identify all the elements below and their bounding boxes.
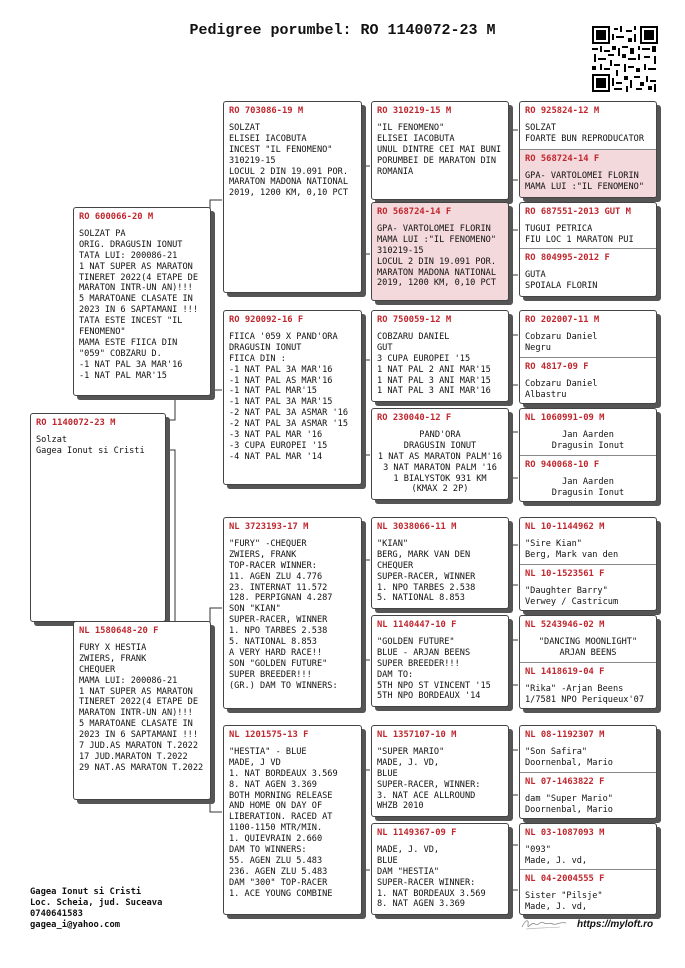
- ring-number: NL 1060991-09 M: [525, 413, 605, 423]
- entry-details: GPA- VARTOLOMEI FLORIN MAMA LUI :"IL FENOMENO": [525, 170, 644, 192]
- ring-number: NL 3038066-11 M: [377, 522, 457, 532]
- ring-number: RO 940068-10 F: [525, 460, 600, 470]
- entry-details: Sister "Pilsje" Made, J. vd,: [525, 890, 603, 912]
- entry-details: SOLZAT ELISEI IACOBUTA INCEST "IL FENOMENO" 310219-15 LOCUL 2 DIN 19.091 POR. MARATON MADONA NATIONAL 2019, 1200 KM, 0,10 PCT: [229, 122, 348, 199]
- ring-number: RO 4817-09 F: [525, 362, 589, 372]
- ring-number: NL 1140447-10 F: [377, 620, 457, 630]
- pedigree-entry: [74, 622, 210, 799]
- entry-details: MADE, J. VD, BLUE DAM "HESTIA" SUPER-RACER WINNER: 1. NAT BORDEAUX 3.569 8. NAT AGEN 3.369: [377, 844, 486, 910]
- pedigree-entry: [520, 616, 656, 662]
- pedigree-entry: [372, 726, 508, 816]
- ring-number: NL 5243946-02 M: [525, 620, 605, 630]
- owner-contact: Gagea Ionut si Cristi Loc. Scheia, jud. Suceava 0740641583 gagea_i@yahoo.com: [30, 887, 163, 930]
- ring-number: RO 1140072-23 M: [36, 418, 116, 428]
- grandparent-card[interactable]: [223, 725, 362, 915]
- great-grandparent-card[interactable]: [371, 517, 509, 609]
- gen4-card[interactable]: [519, 101, 657, 198]
- pedigree-entry: [520, 518, 656, 564]
- ring-number: RO 230040-12 F: [377, 413, 452, 423]
- pedigree-entry: [520, 772, 656, 818]
- entry-details: "HESTIA" - BLUE MADE, J VD 1. NAT BORDEAUX 3.569 8. NAT AGEN 3.369 BOTH MORNING RELEASE AND HOME ON DAY OF LIBERATION. RACED AT 1100-1150 MTR/MIN. 1. QUIEVRAIN 2.660 DAM TO WINNERS: 55. AGEN ZLU 5.483 236. AGEN ZLU 5.483 DAM "300" TOP-RACER 1. ACE YOUNG COMBINE: [229, 746, 338, 899]
- website-link[interactable]: https://myloft.ro: [577, 919, 654, 930]
- pedigree-entry: [520, 455, 656, 501]
- entry-details: COBZARU DANIEL GUT 3 CUPA EUROPEI '15 1 NAT PAL 2 ANI MAR'15 1 NAT PAL 3 ANI MAR'15 1 NAT PAL 3 ANI MAR'16: [377, 331, 491, 397]
- pedigree-entry: [520, 357, 656, 403]
- great-grandparent-card[interactable]: [371, 310, 509, 402]
- entry-details: "093" Made, J. vd,: [525, 844, 588, 866]
- great-grandparent-card[interactable]: [371, 408, 509, 500]
- great-grandparent-card[interactable]: [371, 202, 509, 301]
- gen4-card[interactable]: [519, 310, 657, 404]
- entry-details: "Sire Kian" Berg, Mark van den: [525, 538, 619, 560]
- ring-number: NL 1201575-13 F: [229, 730, 309, 740]
- dam-card[interactable]: [73, 621, 211, 800]
- entry-details-first: PAND'ORA DRAGUSIN IONUT 1 NAT AS MARATON PALM'16 3 NAT MARATON PALM '16 1 BIALYSTOK 931 KM (KMAX 2 2P): [377, 429, 503, 495]
- entry-details: "DANCING MOONLIGHT" ARJAN BEENS: [538, 636, 638, 658]
- pedigree-entry: [372, 616, 508, 706]
- ring-number: RO 600066-20 M: [79, 212, 154, 222]
- pedigree-entry: [520, 311, 656, 357]
- entry-details: Solzat Gagea Ionut si Cristi: [36, 434, 145, 456]
- entry-details: TUGUI PETRICA FIU LOC 1 MARATON PUI: [525, 223, 634, 245]
- ring-number: NL 1580648-20 F: [79, 626, 159, 636]
- grandparent-card[interactable]: [223, 101, 362, 293]
- ring-number: RO 804995-2012 F: [525, 253, 610, 263]
- entry-details: "IL FENOMENO" ELISEI IACOBUTA UNUL DINTRE CEI MAI BUNI PORUMBEI DE MARATON DIN ROMANIA: [377, 122, 502, 177]
- ring-number: RO 750059-12 M: [377, 315, 452, 325]
- entry-details: "Rika" -Arjan Beens 1/7581 NPO Periqueux'07: [525, 683, 644, 705]
- ring-number: NL 3723193-17 M: [229, 522, 309, 532]
- entry-details: Cobzaru Daniel Negru: [525, 331, 598, 353]
- ring-number: NL 10-1523561 F: [525, 569, 605, 579]
- gen4-card[interactable]: [519, 517, 657, 611]
- ring-number: RO 568724-14 F: [525, 154, 600, 164]
- pedigree-entry: [520, 564, 656, 610]
- pedigree-entry: [31, 414, 165, 621]
- entry-details: Jan Aarden Dragusin Ionut: [551, 429, 625, 451]
- great-grandparent-card[interactable]: [371, 725, 509, 817]
- pedigree-entry: [372, 311, 508, 401]
- page-title: Pedigree porumbel: RO 1140072-23 M: [189, 22, 496, 39]
- pedigree-entry: [224, 311, 361, 484]
- ring-number: NL 07-1463822 F: [525, 777, 605, 787]
- ring-number: RO 703086-19 M: [229, 106, 304, 116]
- ring-number: NL 10-1144962 M: [525, 522, 605, 532]
- entry-details: SOLZAT PA ORIG. DRAGUSIN IONUT TATA LUI: 200086-21 1 NAT SUPER AS MARATON TINERET 2022(4 ETAPE DE MARATON INTR-UN AN)!!! 5 MARATOANE CLASATE IN 2023 IN 6 SAPTAMANI !!! TATA ESTE INCEST "IL FENOMENO" MAMA ESTE FIICA DIN "059" COBZARU D. -1 NAT PAL 3A MAR'16 -1 NAT PAL MAR'15: [79, 228, 198, 381]
- grandparent-card[interactable]: [223, 310, 362, 485]
- entry-details: Cobzaru Daniel Albastru: [525, 378, 598, 400]
- entry-details: "FURY" -CHEQUER ZWIERS, FRANK TOP-RACER WINNER: 11. AGEN ZLU 4.776 23. INTERNAT 11.572 128. PERPIGNAN 4.287 SON "KIAN" SUPER-RACER, WINNER 1. NPO TARBES 2.538 5. NATIONAL 8.853 A VERY HARD RACE!! SON "GOLDEN FUTURE" SUPER BREEDER!!! (GR.) DAM TO WINNERS:: [229, 538, 338, 691]
- pedigree-entry: [372, 102, 508, 199]
- pedigree-entry: [520, 869, 656, 914]
- pedigree-entry: [520, 149, 656, 197]
- ring-number: RO 202007-11 M: [525, 315, 600, 325]
- pedigree-entry: [520, 248, 656, 296]
- entry-details: dam "Super Mario" Doornenbal, Mario: [525, 793, 613, 815]
- signature-icon: [520, 915, 568, 933]
- pedigree-entry: [224, 726, 361, 914]
- ring-number: NL 1418619-04 F: [525, 667, 605, 677]
- entry-details: "GOLDEN FUTURE" BLUE - ARJAN BEENS SUPER BREEDER!!! DAM TO: 5TH NPO ST VINCENT '15 5TH NPO BORDEAUX '14: [377, 636, 491, 702]
- sire-card[interactable]: [73, 207, 211, 396]
- ring-number: RO 687551-2013 GUT M: [525, 207, 631, 217]
- ring-number: RO 310219-15 M: [377, 106, 452, 116]
- pedigree-entry: [520, 662, 656, 708]
- pedigree-entry: [74, 208, 210, 395]
- pedigree-entry: [520, 409, 656, 455]
- ring-number: NL 04-2004555 F: [525, 874, 605, 884]
- grandparent-card[interactable]: [223, 517, 362, 709]
- pedigree-entry: [520, 726, 656, 772]
- pedigree-entry: [372, 518, 508, 608]
- entry-details: Jan Aarden Dragusin Ionut: [551, 476, 625, 498]
- pedigree-entry: [224, 102, 361, 292]
- pedigree-entry: [372, 409, 508, 499]
- pedigree-entry: [520, 203, 656, 248]
- entry-details: FIICA '059 X PAND'ORA DRAGUSIN IONUT FIICA DIN : -1 NAT PAL 3A MAR'16 -1 NAT PAL AS MAR'16 -1 NAT PAL MAR'15 -1 NAT PAL 3A MAR'15 -2 NAT PAL 3A ASMAR '16 -2 NAT PAL 3A ASMAR '15 -3 NAT PAL MAR '16 -3 CUPA EUROPEI '15 -4 NAT PAL MAR '14: [229, 331, 348, 462]
- ring-number: NL 08-1192307 M: [525, 730, 605, 740]
- pedigree-entry: [520, 824, 656, 869]
- great-grandparent-card[interactable]: [371, 615, 509, 707]
- ring-number: RO 568724-14 F: [377, 207, 452, 217]
- gen4-card[interactable]: [519, 408, 657, 502]
- entry-details: FURY X HESTIA ZWIERS, FRANK CHEQUER MAMA LUI: 200086-21 1 NAT SUPER AS MARATON TINERET 2022(4 ETAPE DE MARATON INTR-UN AN)!!! 5 MARATOANE CLASATE IN 2023 IN 6 SAPTAMANI !!! 7 JUD.AS MARATON T.2022 17 JUD.MARATON T.2022 29 NAT.AS MARATON T.2022: [79, 642, 204, 773]
- pedigree-entry: [372, 824, 508, 914]
- subject-card[interactable]: [30, 413, 166, 622]
- entry-details: GPA- VARTOLOMEI FLORIN MAMA LUI :"IL FENOMENO" 310219-15 LOCUL 2 DIN 19.091 POR. MARATON MADONA NATIONAL 2019, 1200 KM, 0,10 PCT: [377, 223, 496, 289]
- pedigree-entry: [224, 518, 361, 708]
- gen4-card[interactable]: [519, 615, 657, 709]
- ring-number: NL 03-1087093 M: [525, 828, 605, 838]
- pedigree-entry: [372, 203, 508, 300]
- gen4-card[interactable]: [519, 823, 657, 915]
- entry-details: "SUPER MARIO" MADE, J. VD, BLUE SUPER-RACER, WINNER: 3. NAT ACE ALLROUND WHZB 2010: [377, 746, 481, 812]
- pedigree-entry: [520, 102, 656, 149]
- entry-details: GUTA SPOIALA FLORIN: [525, 269, 598, 291]
- gen4-card[interactable]: [519, 725, 657, 819]
- ring-number: RO 925824-12 M: [525, 106, 600, 116]
- great-grandparent-card[interactable]: [371, 101, 509, 200]
- ring-number: NL 1357107-10 M: [377, 730, 457, 740]
- entry-details: "KIAN" BERG, MARK VAN DEN CHEQUER SUPER-RACER, WINNER 1. NPO TARBES 2.538 5. NATIONAL 8.853: [377, 538, 476, 604]
- great-grandparent-card[interactable]: [371, 823, 509, 915]
- entry-details: SOLZAT FOARTE BUN REPRODUCATOR: [525, 122, 644, 144]
- ring-number: RO 920092-16 F: [229, 315, 304, 325]
- ring-number: NL 1149367-09 F: [377, 828, 457, 838]
- entry-details: "Daughter Barry" Verwey / Castricum: [525, 585, 619, 607]
- gen4-card[interactable]: [519, 202, 657, 297]
- entry-details: "Son Safira" Doornenbal, Mario: [525, 746, 613, 768]
